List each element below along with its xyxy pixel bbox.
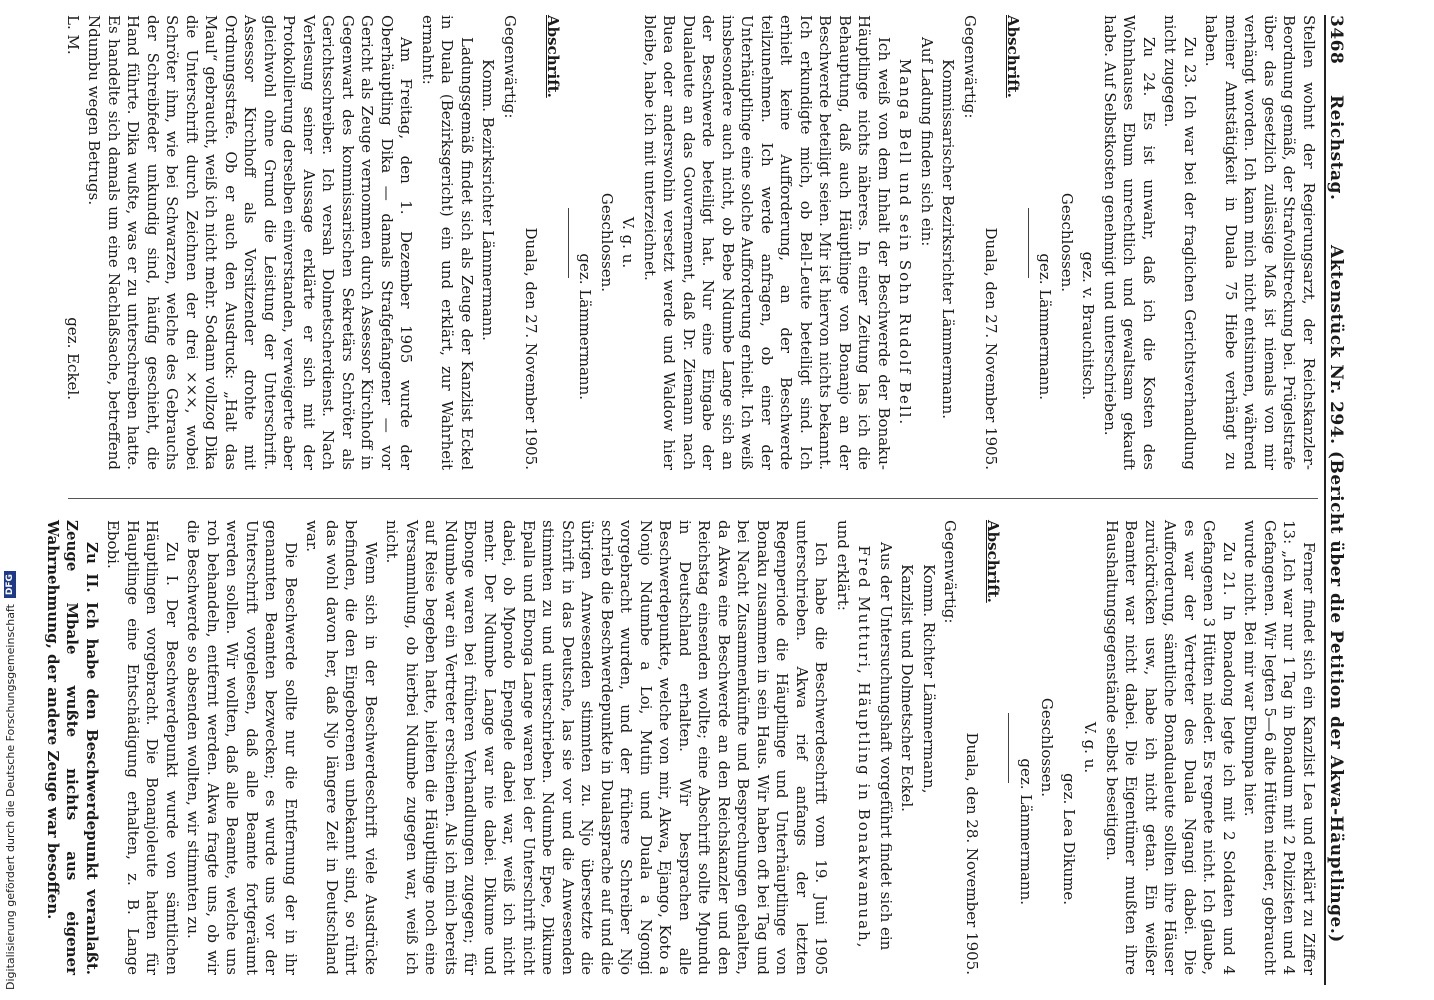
approval-mark: V. g. u. bbox=[619, 216, 638, 269]
left-column bbox=[61, 15, 1319, 470]
session-label: Reichstag. bbox=[1326, 95, 1347, 201]
approval-mark: V. g. u. bbox=[1081, 721, 1100, 774]
place-date: Duala, den 27. November 1905. bbox=[522, 227, 541, 470]
present-label: Gegenwärtig: bbox=[941, 520, 960, 624]
person-named: Fred Mutturi, Häuptling in Bonakwamuah, bbox=[855, 545, 874, 950]
paragraph: Stellen wohnt der Regierungsarzt, der Reichskanzler-Beordnung gemäß, der Strafvollstreckung bei. Prügelstrafe über das gesetzlich zulässige Maß ist niemals von mir verhängt worden. Ich kann mich nicht entsinnen, während meiner Amtstätigkeit in Duala 75 Hiebe verhängt zu haben. bbox=[1202, 15, 1318, 470]
paragraph: Zu 23. Ich war bei der fraglichen Gerichtsverhandlung nicht zugegen. bbox=[1161, 15, 1199, 470]
present-person: Komm. Richter Lämmermann, bbox=[920, 564, 938, 794]
digitization-credit bbox=[3, 574, 17, 990]
section-rule bbox=[1009, 713, 1010, 783]
paragraph: und erklärt: bbox=[834, 520, 852, 611]
section-heading: Abschrift. bbox=[984, 520, 1003, 603]
paragraph: Aus der Untersuchungshaft vorgeführt findet sich ein bbox=[877, 542, 895, 951]
place-date: Duala, den 27. November 1905. bbox=[982, 227, 1001, 470]
paragraph: Ich weiß von dem Inhalt der Beschwerde der Bonaku-Häuptlinge nichts näheres. In einer Zeitung las ich die Behauptung, daß auch Häuptlinge von Bonanjo an der Beschwerde beteiligt seien. Mir ist hiervon nichts bekannt. Ich erkundigte mich, ob Bell-Leute beteiligt sind. Ich erhielt keine Aufforderung, an der Beschwerde teilzunehmen. Ich werde anfragen, ob einer der Unterhäuptlinge eine solche Aufforderung erhielt. Ich weiß insbesondere auch nicht, ob Bebe Ndumbe Lange sich an der Beschwerde beteiligt hat. Nur eine Eingabe der Dualaleute an das Gouvernement, daß Dr. Ziemann nach Buea oder anderswohin versetzt werde und Waldow hier bleibe, habe ich mit unterzeichnet. bbox=[641, 15, 893, 470]
present-label: Gegenwärtig: bbox=[501, 15, 519, 119]
initials: L. M. bbox=[64, 15, 82, 55]
paragraph: Zu I. Der Beschwerdepunkt wurde von sämtlichen Häuptlingen vorgebracht. Die Bonanjoleute hatten für Hauptlinge eine Entschädigung erhalten, z. B. Lange Ebobi. bbox=[104, 520, 181, 975]
paragraph: Wenn sich in der Beschwerdeschrift viele Ausdrücke befinden, die den Eingeborenen unbekannt sind, so rührt das wohl davon her, daß Njo längere Zeit in Deutschland war. bbox=[303, 520, 380, 975]
section-rule bbox=[1028, 208, 1029, 278]
closing-label: Geschlossen. bbox=[1058, 192, 1076, 293]
signature: gez. Lämmermann. bbox=[1017, 758, 1035, 905]
present-person: Kommissarischer Bezirksrichter Lämmermann. bbox=[939, 59, 958, 420]
closing-label: Geschlossen. bbox=[1038, 697, 1057, 798]
paragraph: Auf Ladung finden sich ein: bbox=[918, 37, 936, 247]
signature: gez. Lämmermann. bbox=[1036, 253, 1055, 400]
signature: gez. v. Brauchitsch. bbox=[1079, 251, 1098, 400]
signature-line bbox=[63, 15, 83, 470]
paragraph: Zu II. Ich habe den Beschwerdepunkt veranlaßt. Zeuge Mbale wußte nichts aus eigener Wahrnehmung, der andere Zeuge war besoffen. bbox=[44, 520, 101, 975]
credit-text: Digitalisierung gefördert durch die Deutsche Forschungsgemeinschaft bbox=[3, 604, 17, 990]
signature: gez. Lea Dikume. bbox=[1060, 773, 1078, 905]
present-person: Komm. Bezirksrichter Lämmermann. bbox=[479, 59, 498, 341]
section-rule bbox=[568, 208, 569, 278]
signature: gez. Lämmermann. bbox=[576, 253, 595, 400]
page-number: 3468 bbox=[1326, 15, 1347, 65]
dfg-logo: DFG bbox=[4, 571, 16, 598]
closing-label: Geschlossen. bbox=[598, 192, 616, 293]
column-divider bbox=[68, 498, 1318, 499]
paragraph: Die Beschwerde sollte nur die Entfernung der in ihr genannten Beamten bezwecken; es wurde uns vor der Unterschrift vorgelesen, daß alle Beamte fortgeräumt werden sollen. Wir wollten, daß alle Beamte, welche uns roh behandeln, entfernt werden. Akwa fragte uns, ob wir die Beschwerde so absenden wollten, wir stimmten zu. bbox=[184, 520, 300, 975]
place-date: Duala, den 28. November 1905. bbox=[963, 732, 981, 975]
paragraph: Ferner findet sich ein Kanzlist Lea und erklärt zu Ziffer 13: „Ich war nur 1 Tag in Bonadum mit 2 Polizisten und 4 Gefangenen. Wir legten 5—6 alte Hütten nieder, gebraucht wurde nicht. Bei mir war Ebumpa hier. bbox=[1241, 520, 1318, 975]
paragraph: Zu 21. In Bonadong legte ich mit 2 Soldaten und 4 Gefangenen 3 Hütten nieder. Es regnete nicht. Ich glaube, es war der Vertreter des Duala Ngangi dabei. Die Aufforderung, sämtliche Bonadualeute sollten ihre Häuser zurückrücken usw., habe ich nicht getan. Ein weißer Beamter war nicht dabei. Die Eigentümer mußten ihre Haushaltungsgegenstände selbst beseitigen. bbox=[1103, 520, 1238, 975]
present-person: Kanzlist und Dolmetscher Eckel. bbox=[898, 564, 917, 812]
paragraph: Ladungsgemäß findet sich als Zeuge der Kanzlist Eckel in Duala (Bezirksgericht) ein und erklärt, zur Wahrheit ermahnt: bbox=[419, 15, 476, 470]
right-column bbox=[41, 520, 1319, 975]
signature: gez. Eckel. bbox=[64, 317, 82, 400]
paragraph: Zu 24. Es ist unwahr, daß ich die Kosten des Wohnhauses Ebum unrechtlich und gewaltsam gekauft habe. Auf Selbstkosten genehmigt und unterschrieben. bbox=[1101, 15, 1158, 470]
paragraph: Am Freitag, den 1. Dezember 1905 wurde der Oberhäuptling Dika — damals Strafgefangener — vor Gericht als Zeuge vernommen durch Assessor Kirchhoff in Gegenwart des kommissarischen Sekretärs Schröter als Gerichtsschreiber. Ich versah Dolmetscherdienst. Nach Verlesung seiner Aussage erklärte er sich mit der Protokollierung derselben einverstanden, verweigerte aber gleichwohl ohne Grund die Leistung der Unterschrift. Assessor Kirchhoff als Vorsitzender drohte mit Ordnungsstrafe. Ob er auch den Ausdruck: „Halt das Maul“ gebraucht, weiß ich nicht mehr. Sodann vollzog Dika die Unterschrift durch Zeichnen der drei ×××, wobei Schröter ihm, wie bei Schwarzen, welche des Gebrauchs der Schreibfeder unkundig sind, häufig geschieht, die Hand führte. Dika wußte, was er zu unterschreiben hatte. Es handelte sich damals um eine Nachlaßsache, betreffend Ndumbu wegen Betrugs. bbox=[85, 15, 416, 470]
page-title: Aktenstück Nr. 294. (Bericht über die Petition der Akwa-Häuptlinge.) bbox=[1326, 245, 1347, 943]
section-heading: Abschrift. bbox=[544, 15, 562, 98]
rotated-page-content bbox=[44, 15, 1354, 985]
paragraph: Ich habe die Beschwerdeschrift vom 19. Juni 1905 unterschrieben. Akwa rief anfangs der letzten Regenperiode die Häuptlinge und Unterhäuptlinge von Bonaku zusammen in sein Haus. Wir haben oft bei Tag und bei Nacht Zusammenkünfte und Besprechungen gehalten, da Akwa eine Beschwerde an den Reichskanzler und den Reichstag einsenden wollte; eine Abschrift sollte Mpundu in Deutschland erhalten. Wir besprachen alle Beschwerdepunkte, welche von mir, Akwa, Ejango, Koto a Nonjo Ndumbe a Loi, Mutin und Duala a Ngongi vorgebracht wurden, und der frühere Schreiber Njo schrieb die Beschwerdepunkte in Dualasprache auf und die übrigen Anwesenden stimmten zu. Njo übersetzte die Schrift in das Deutsche, las sie vor und die Anwesenden stimmten zu und unterschrieben. Ndumbe Epee, Dikume Epalla und Ebonga Lange waren bei der Unterschrift nicht dabei, ob Mpondo Epengele dabei war, weiß ich nicht mehr. Der Ndumbe Lange war nie dabei. Dikume und Ebonge waren bei früheren Verhandlungen zugegen; für Ndumbe war ein Vertreter erschienen. Als ich mich bereits auf Reise begeben hatte, hielten die Häuptlinge noch eine Versammlung, ob hierbei Ndumbe zugegen war, weiß ich nicht. bbox=[383, 520, 831, 975]
page-header bbox=[1324, 15, 1354, 985]
section-heading: Abschrift. bbox=[1004, 15, 1022, 98]
present-label: Gegenwärtig: bbox=[961, 15, 979, 119]
persons-named: Manga Bell und sein Sohn Rudolf Bell. bbox=[896, 58, 915, 427]
